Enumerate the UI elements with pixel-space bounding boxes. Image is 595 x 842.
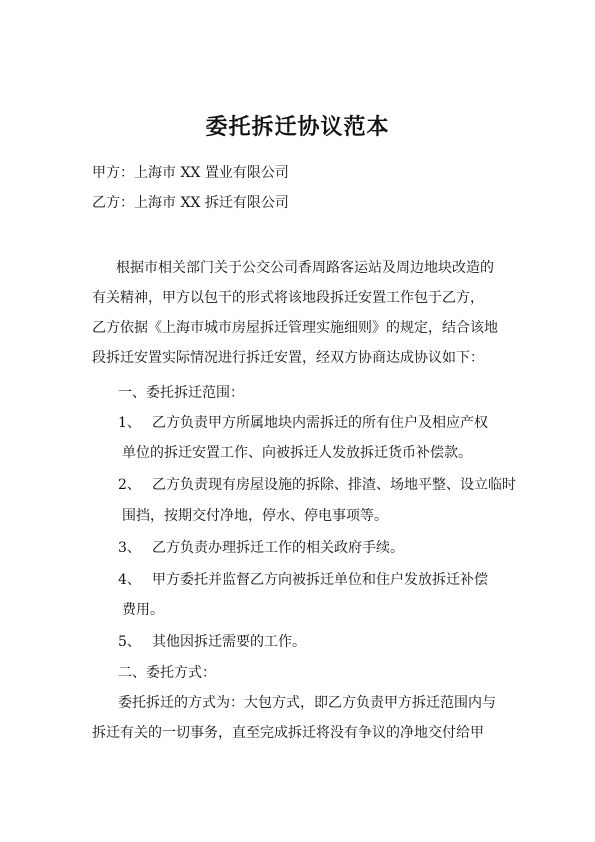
list-item-text: 其他因拆迁需要的工作。 [152, 634, 306, 650]
section-1-heading: 一、委托拆迁范围： [118, 385, 244, 401]
party-b-line: 乙方：上海市 XX 拆迁有限公司 [92, 195, 289, 211]
intro-paragraph-line-2: 有关精神，甲方以包干的形式将该地段拆迁安置工作包于乙方， [92, 290, 484, 306]
section-2-heading: 二、委托方式： [118, 665, 216, 681]
list-item-text: 乙方负责办理拆迁工作的相关政府手续。 [152, 540, 404, 556]
list-item-number: 3、 [118, 540, 141, 556]
list-item-text: 乙方负责甲方所属地块内需拆迁的所有住户及相应产权 [152, 415, 488, 431]
list-item-2 [118, 475, 516, 495]
list-item-3 [118, 538, 404, 558]
list-item-number: 4、 [118, 572, 141, 588]
list-item-1 [118, 413, 488, 433]
list-item-number: 5、 [118, 634, 141, 650]
list-item-4-continuation: 费用。 [122, 602, 164, 618]
section-2-paragraph-line-1: 委托拆迁的方式为：大包方式，即乙方负责甲方拆迁范围内与 [118, 695, 496, 711]
list-item-5 [118, 632, 306, 652]
intro-paragraph-line-1: 根据市相关部门关于公交公司香周路客运站及周边地块改造的 [116, 260, 494, 276]
list-item-1-continuation: 单位的拆迁安置工作、向被拆迁人发放拆迁货币补偿款。 [122, 445, 472, 461]
list-item-text: 乙方负责现有房屋设施的拆除、排渣、场地平整、设立临时 [152, 477, 516, 493]
party-a-line: 甲方：上海市 XX 置业有限公司 [92, 165, 289, 181]
list-item-4 [118, 570, 488, 590]
list-item-number: 2、 [118, 477, 141, 493]
list-item-2-continuation: 围挡，按期交付净地，停水、停电事项等。 [122, 508, 388, 524]
intro-paragraph-line-3: 乙方依据《上海市城市房屋拆迁管理实施细则》的规定，结合该地 [92, 320, 498, 336]
intro-paragraph-line-4: 段拆迁安置实际情况进行拆迁安置，经双方协商达成协议如下： [92, 350, 484, 366]
document-title: 委托拆迁协议范本 [205, 114, 390, 140]
list-item-text: 甲方委托并监督乙方向被拆迁单位和住户发放拆迁补偿 [152, 572, 488, 588]
list-item-number: 1、 [118, 415, 141, 431]
section-2-paragraph-line-2: 拆迁有关的一切事务，直至完成拆迁将没有争议的净地交付给甲 [92, 725, 484, 741]
